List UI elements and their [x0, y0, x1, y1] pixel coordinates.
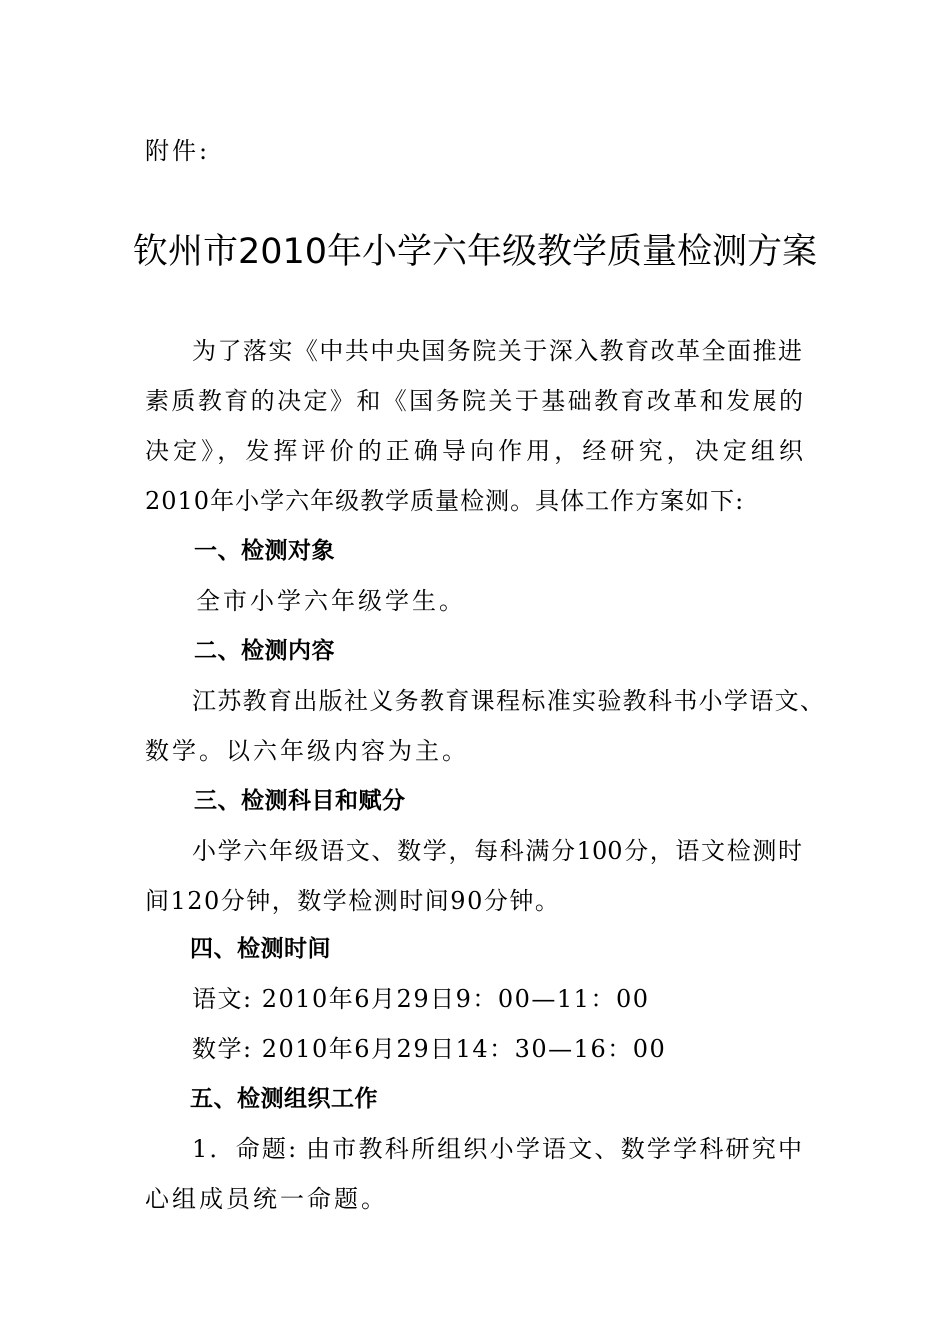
section-organization-line-1: 1．命题: 由市教科所组织小学语文、数学学科研究中: [192, 1135, 802, 1163]
section-content-line-2: 数学。以六年级内容为主。: [145, 737, 469, 765]
intro-line-1: 为了落实《中共中央国务院关于深入教育改革全面推进: [192, 337, 802, 365]
document-title: 钦州市2010年小学六年级教学质量检测方案: [132, 232, 818, 272]
section-target-text: 全市小学六年级学生。: [196, 587, 466, 615]
section-content-line-1: 江苏教育出版社义务教育课程标准实验教科书小学语文、: [192, 687, 824, 715]
intro-line-3: 决定》，发挥评价的正确导向作用，经研究，决定组织: [145, 437, 803, 465]
section-organization-line-2: 心组成员统一命题。: [145, 1185, 388, 1213]
section-heading-target: 一、检测对象: [194, 538, 335, 564]
section-subjects-line-1: 小学六年级语文、数学，每科满分100分，语文检测时: [192, 837, 802, 865]
section-heading-time: 四、检测时间: [190, 936, 331, 962]
section-heading-subjects: 三、检测科目和赋分: [194, 788, 406, 814]
section-heading-organization: 五、检测组织工作: [190, 1086, 378, 1112]
section-subjects-line-2: 间120分钟，数学检测时间90分钟。: [145, 887, 561, 915]
schedule-chinese: 语文: 2010年6月29日9：00—11：00: [192, 985, 650, 1013]
intro-line-4: 2010年小学六年级教学质量检测。具体工作方案如下:: [145, 487, 745, 515]
intro-line-2: 素质教育的决定》和《国务院关于基础教育改革和发展的: [145, 387, 803, 415]
section-heading-content: 二、检测内容: [194, 638, 335, 664]
attachment-label: 附件:: [145, 137, 211, 165]
schedule-math: 数学: 2010年6月29日14：30—16：00: [192, 1035, 667, 1063]
